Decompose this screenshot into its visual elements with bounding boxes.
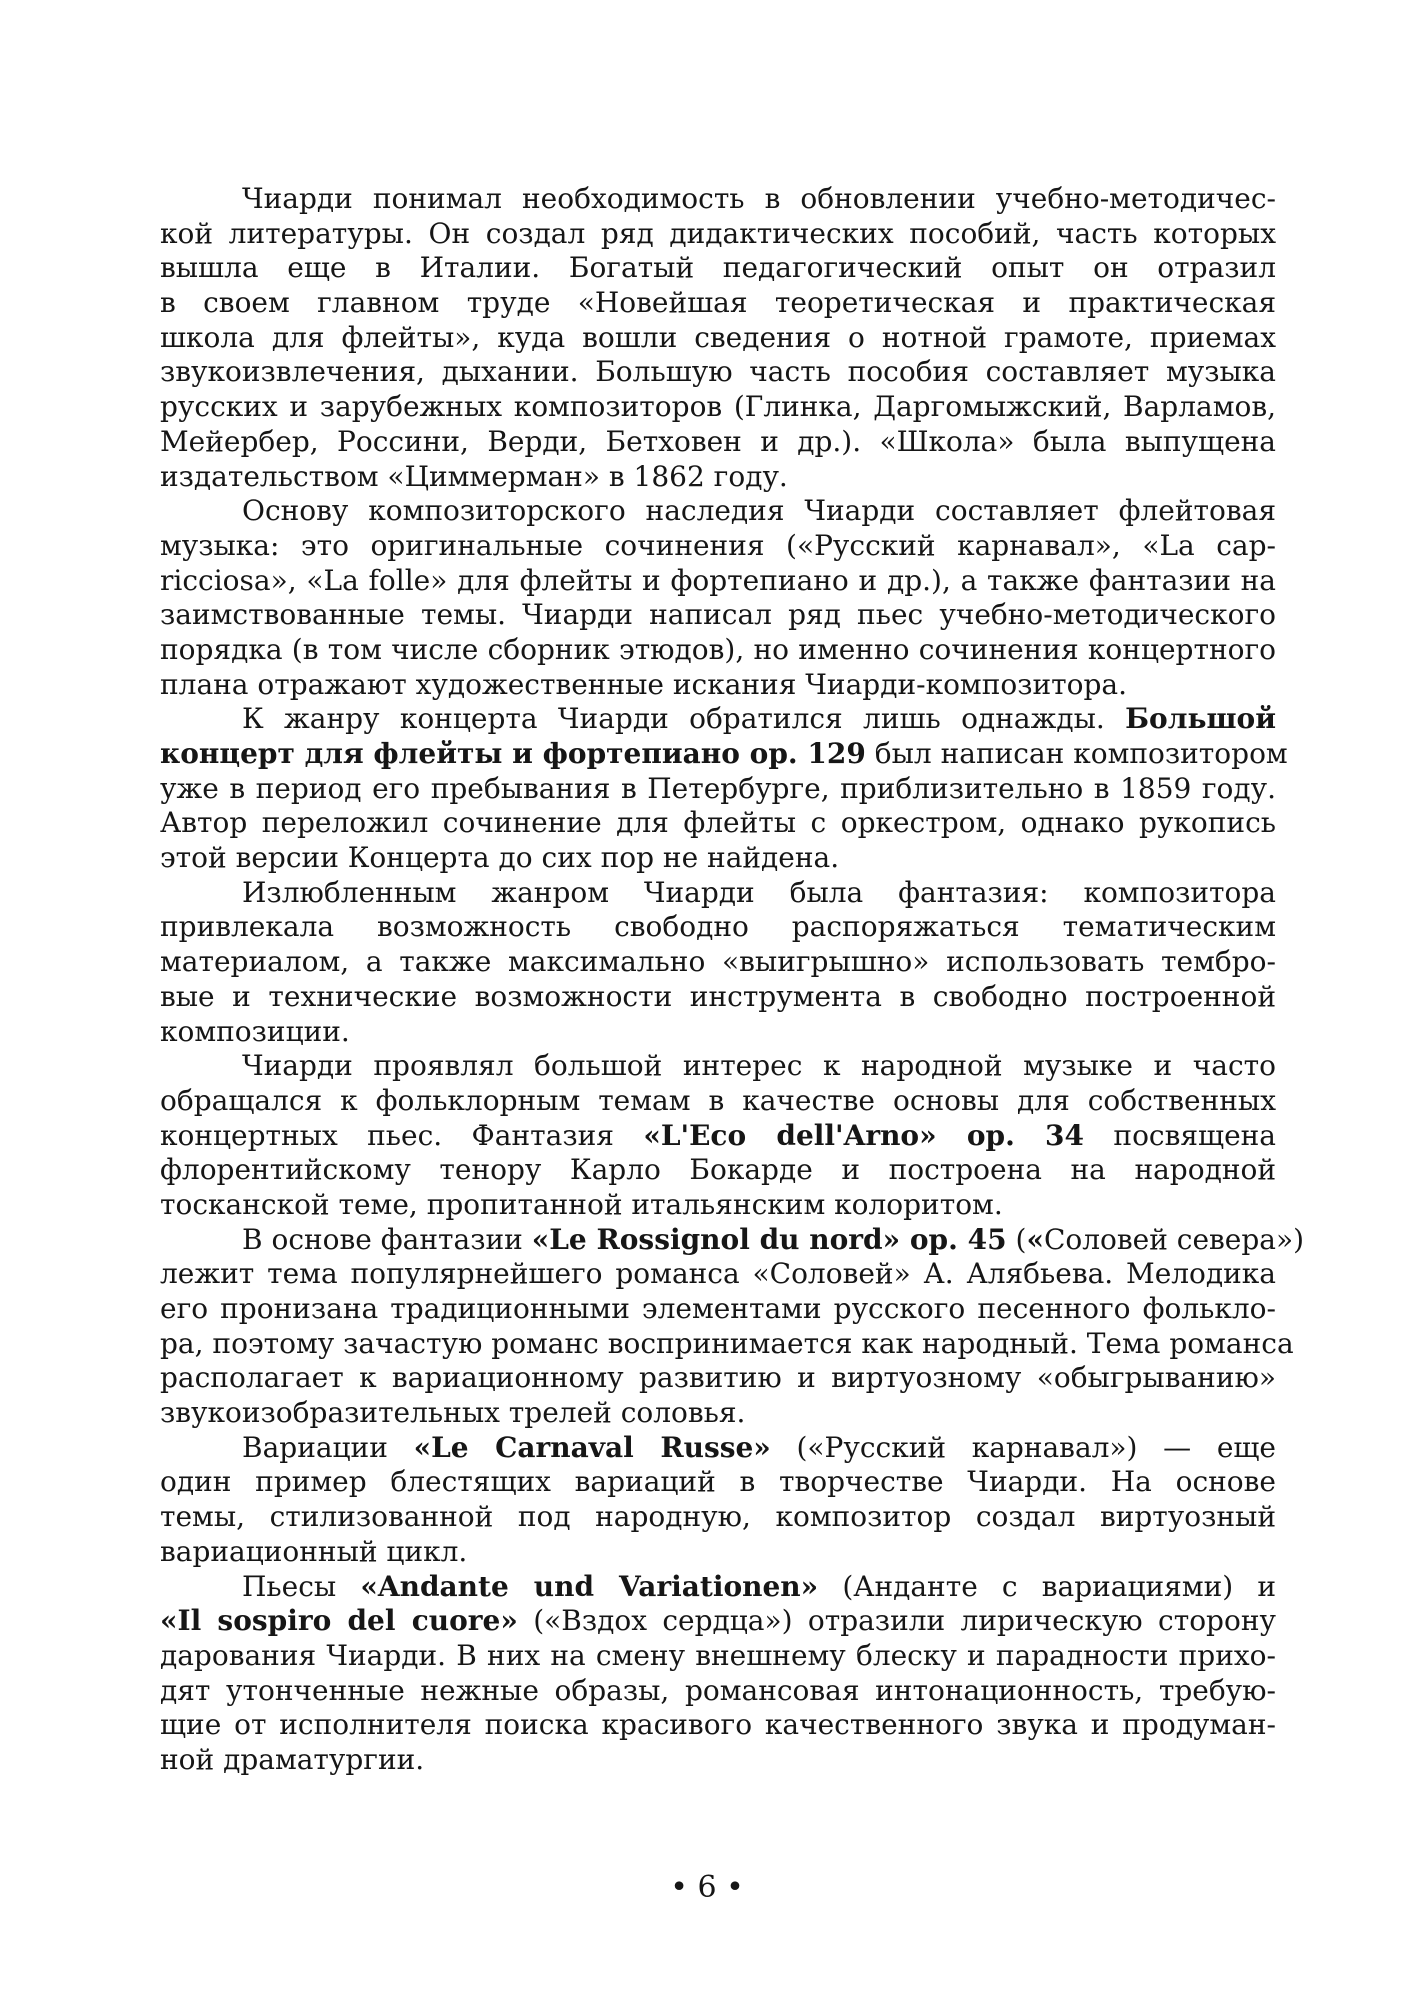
text-run: ricciosa», «La folle» для флейты и фортепиано и др.), а также фантазии на — [160, 563, 1276, 597]
text-run: («Русский карнавал») — еще — [770, 1430, 1277, 1464]
text-run: обращался к фольклорным темам в качестве основы для собственных — [160, 1083, 1276, 1117]
paragraph — [160, 1431, 1276, 1570]
text-line — [160, 1188, 1276, 1223]
text-line — [160, 1292, 1276, 1327]
text-line — [160, 217, 1276, 252]
text-line — [160, 1222, 1305, 1258]
paragraph — [160, 1049, 1276, 1222]
bold-run: «Le Rossignol du nord» ор. 45 — [531, 1222, 1007, 1256]
text-line — [160, 1570, 1276, 1605]
paragraph — [160, 876, 1276, 1049]
text-run: Чиарди понимал необходимость в обновлении учебно-методичес- — [242, 182, 1276, 215]
text-line — [160, 633, 1276, 668]
text-line — [160, 1396, 1276, 1431]
text-line — [160, 182, 1276, 217]
text-line — [160, 355, 1276, 390]
text-run: дят утонченные нежные образы, романсовая интонационность, требую- — [160, 1673, 1276, 1707]
text-run: композиции. — [160, 1014, 350, 1048]
text-run: музыка: это оригинальные сочинения («Русский карнавал», «La cap- — [160, 528, 1276, 562]
text-line — [160, 1431, 1276, 1466]
text-line — [160, 980, 1276, 1015]
text-run: располагает к вариационному развитию и виртуозному «обыгрыванию» — [160, 1361, 1276, 1395]
text-run: звукоизобразительных трелей соловья. — [160, 1396, 746, 1430]
text-run: Соловей севера») — [1043, 1222, 1305, 1256]
paragraph — [160, 494, 1276, 702]
text-line — [160, 321, 1276, 356]
text-run: в своем главном труде «Новейшая теоретическая и практическая — [160, 286, 1276, 320]
text-line — [160, 286, 1276, 321]
paragraph — [160, 182, 1276, 494]
text-line — [160, 251, 1276, 286]
text-line — [160, 1049, 1276, 1084]
paragraph — [160, 1570, 1276, 1778]
text-line — [160, 1257, 1276, 1292]
text-run: ной драматургии. — [160, 1742, 425, 1776]
text-run: темы, стилизованной под народную, композитор создал виртуозный — [160, 1500, 1276, 1534]
text-run: тосканской теме, пропитанной итальянским колоритом. — [160, 1187, 1003, 1221]
text-line — [160, 1465, 1276, 1500]
text-line — [160, 702, 1276, 737]
text-run: В основе фантазии — [242, 1222, 532, 1256]
text-run: Излюбленным жанром Чиарди была фантазия: композитора — [242, 875, 1276, 909]
text-line — [160, 529, 1276, 564]
text-run: дарования Чиарди. В них на смену внешнему блеску и парадности прихо- — [160, 1638, 1276, 1672]
text-run: плана отражают художественные искания Чиарди-композитора. — [160, 667, 1128, 701]
text-run: ( — [1006, 1222, 1027, 1256]
text-run: Основу композиторского наследия Чиарди составляет флейтовая — [242, 494, 1276, 528]
text-run: школа для флейты», куда вошли сведения о нотной грамоте, приемах — [160, 320, 1276, 354]
text-run: вые и технические возможности инструмента в свободно построенной — [160, 979, 1276, 1013]
text-line — [160, 806, 1276, 841]
text-line — [160, 1639, 1276, 1674]
text-run: был написан композитором — [865, 737, 1288, 770]
text-run: вышла еще в Италии. Богатый педагогический опыт он отразил — [160, 251, 1276, 285]
text-run: уже в период его пребывания в Петербурге, приблизительно в 1859 году. — [160, 771, 1276, 805]
text-line — [160, 1084, 1276, 1119]
text-run: его пронизана традиционными элементами русского песенного фольклo- — [160, 1292, 1276, 1325]
text-run: материалом, а также максимально «выигрышно» использовать тембро- — [160, 945, 1276, 979]
text-run: Мейербер, Россини, Верди, Бетховен и др.). «Школа» была выпущена — [160, 424, 1276, 458]
text-line — [160, 1674, 1276, 1709]
text-run: этой версии Концерта до сих пор не найдена. — [160, 841, 840, 875]
text-run: флорентийскому тенору Карло Бокарде и построена на народной — [160, 1153, 1276, 1187]
text-run: вариационный цикл. — [160, 1534, 468, 1568]
text-run: Чиарди проявлял большой интерес к народной музыке и часто — [242, 1049, 1276, 1083]
text-run: привлекала возможность свободно распоряжаться тематическим — [160, 910, 1276, 944]
bold-run: «Andante und Variationen» — [360, 1569, 819, 1603]
text-line — [160, 876, 1276, 911]
text-line — [160, 494, 1276, 529]
text-line — [160, 598, 1276, 633]
text-run: лежит тема популярнейшего романса «Соловей» А. Алябьева. Мелодика — [160, 1257, 1276, 1291]
text-run: Пьесы — [242, 1569, 361, 1603]
bold-run: «Il sospiro del cuore» — [160, 1604, 518, 1638]
text-run: К жанру концерта Чиарди обратился лишь однажды. — [242, 702, 1126, 736]
text-run: русских и зарубежных композиторов (Глинка, Даргомыжский, Варламов, — [160, 390, 1276, 424]
text-line — [160, 1743, 1276, 1778]
text-run: порядка (в том числе сборник этюдов), но именно сочинения концертного — [160, 632, 1276, 666]
text-line — [160, 841, 1276, 876]
text-line — [160, 460, 1276, 495]
page-number: • 6 • — [670, 1870, 744, 1905]
text-line — [160, 945, 1276, 980]
text-run: концертных пьес. Фантазия — [160, 1118, 644, 1152]
text-run: ра, поэтому зачастую романс воспринимается как народный. Тема романса — [160, 1326, 1294, 1360]
text-line — [160, 668, 1276, 703]
text-line — [160, 1119, 1276, 1154]
text-run: заимствованные темы. Чиарди написал ряд пьес учебно-методического — [160, 598, 1276, 632]
text-line — [160, 1153, 1276, 1188]
text-run: звукоизвлечения, дыхании. Большую часть пособия составляет музыка — [160, 355, 1276, 389]
bold-run: «Le Carnaval Russe» — [413, 1430, 771, 1464]
text-line — [160, 1361, 1276, 1396]
paragraph — [160, 702, 1288, 875]
text-line — [160, 390, 1276, 425]
text-line — [160, 1326, 1294, 1362]
text-line — [160, 1604, 1276, 1639]
bold-run: Большой — [1125, 702, 1276, 736]
text-line — [160, 1535, 1276, 1570]
text-line — [160, 910, 1276, 945]
text-line — [160, 564, 1276, 599]
text-line — [160, 772, 1276, 807]
bold-run: « — [1026, 1222, 1044, 1256]
paragraph — [160, 1222, 1305, 1431]
text-line — [160, 1500, 1276, 1535]
bold-run: концерт для флейты и фортепиано ор. 129 — [160, 737, 866, 770]
text-line — [160, 425, 1276, 460]
text-line — [160, 1708, 1276, 1743]
bold-run: «L'Eco dell'Arno» ор. 34 — [643, 1118, 1085, 1152]
text-line — [160, 1015, 1276, 1050]
text-run: Вариации — [242, 1430, 414, 1464]
text-run: издательством «Циммерман» в 1862 году. — [160, 459, 788, 493]
text-run: щие от исполнителя поиска красивого качественного звука и продуман- — [160, 1708, 1276, 1742]
page-body — [160, 182, 1305, 1778]
text-run: кой литературы. Он создал ряд дидактических пособий, часть которых — [160, 216, 1276, 250]
text-run: посвящена — [1084, 1118, 1276, 1152]
text-run: (Анданте с вариациями) и — [818, 1569, 1276, 1603]
text-run: («Вздох сердца») отразили лирическую сторону — [517, 1604, 1276, 1638]
text-line — [160, 737, 1288, 772]
text-run: Автор переложил сочинение для флейты с оркестром, однако рукопись — [160, 806, 1276, 840]
text-run: один пример блестящих вариаций в творчестве Чиарди. На основе — [160, 1465, 1276, 1499]
